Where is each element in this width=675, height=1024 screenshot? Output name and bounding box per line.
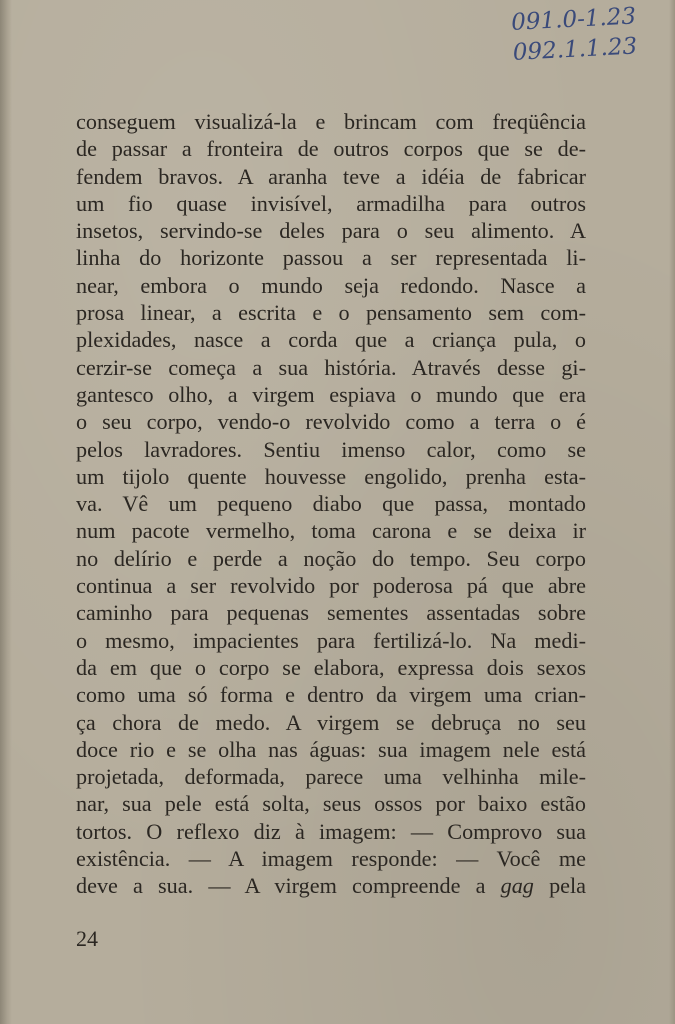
handwritten-catalog-marks <box>511 0 664 68</box>
text-line: o seu corpo, vendo-o revolvido como a terra o é <box>76 409 586 435</box>
page-spine-shadow <box>0 0 12 1024</box>
body-text <box>76 108 586 900</box>
text-line: conseguem visualizá-la e brincam com freqüência <box>76 109 586 134</box>
text-line: near, embora o mundo seja redondo. Nasce a <box>76 272 586 298</box>
text-line: caminho para pequenas sementes assentadas sobre <box>76 600 586 626</box>
text-line: no delírio e perde a noção do tempo. Seu corpo <box>76 545 586 571</box>
text-line: nar, sua pele está solta, seus ossos por baixo estão <box>76 791 586 817</box>
text-line: prosa linear, a escrita e o pensamento sem com- <box>76 300 586 326</box>
text-line: continua a ser revolvido por poderosa pá que abre <box>76 573 586 599</box>
italic-word: gag <box>500 873 534 899</box>
text-line: projetada, deformada, parece uma velhinha mile- <box>76 764 586 790</box>
text-line: um fio quase invisível, armadilha para outros <box>76 190 586 216</box>
page-number: 24 <box>76 926 98 951</box>
page-edge-shadow <box>669 0 675 1024</box>
text-line: de passar a fronteira de outros corpos que se de- <box>76 136 586 162</box>
text-line: doce rio e se olha nas águas: sua imagem nele está <box>76 736 586 762</box>
text-segment: deve a sua. — A virgem compreende a <box>76 873 486 899</box>
text-line: gantesco olho, a virgem espiava o mundo que era <box>76 381 586 407</box>
catalog-mark: 091.0-1.23 <box>510 3 637 36</box>
text-line: fendem bravos. A aranha teve a idéia de fabricar <box>76 163 586 189</box>
text-line: o mesmo, impacientes para fertilizá-lo. Na medi- <box>76 627 586 653</box>
text-line: cerzir-se começa a sua história. Através desse gi- <box>76 354 586 380</box>
text-line: linha do horizonte passou a ser representada li- <box>76 245 586 271</box>
text-line: como uma só forma e dentro da virgem uma crian- <box>76 682 586 708</box>
text-line: ça chora de medo. A virgem se debruça no seu <box>76 709 586 735</box>
text-line: um tijolo quente houvesse engolido, prenha esta- <box>76 463 586 489</box>
text-line: da em que o corpo se elabora, expressa dois sexos <box>76 654 586 680</box>
text-line: va. Vê um pequeno diabo que passa, montado <box>76 491 586 517</box>
text-line: plexidades, nasce a corda que a criança pula, o <box>76 327 586 353</box>
catalog-mark: 092.1.1.23 <box>512 33 638 66</box>
text-line: existência. — A imagem responde: — Você me <box>76 846 586 872</box>
text-segment: pela <box>549 873 587 899</box>
text-line: tortos. O reflexo diz à imagem: — Comprovo sua <box>76 818 586 844</box>
text-line: num pacote vermelho, toma carona e se deixa ir <box>76 518 586 544</box>
text-line-last <box>76 872 586 899</box>
text-line: pelos lavradores. Sentiu imenso calor, como se <box>76 436 586 462</box>
text-line: insetos, servindo-se deles para o seu alimento. A <box>76 218 586 244</box>
